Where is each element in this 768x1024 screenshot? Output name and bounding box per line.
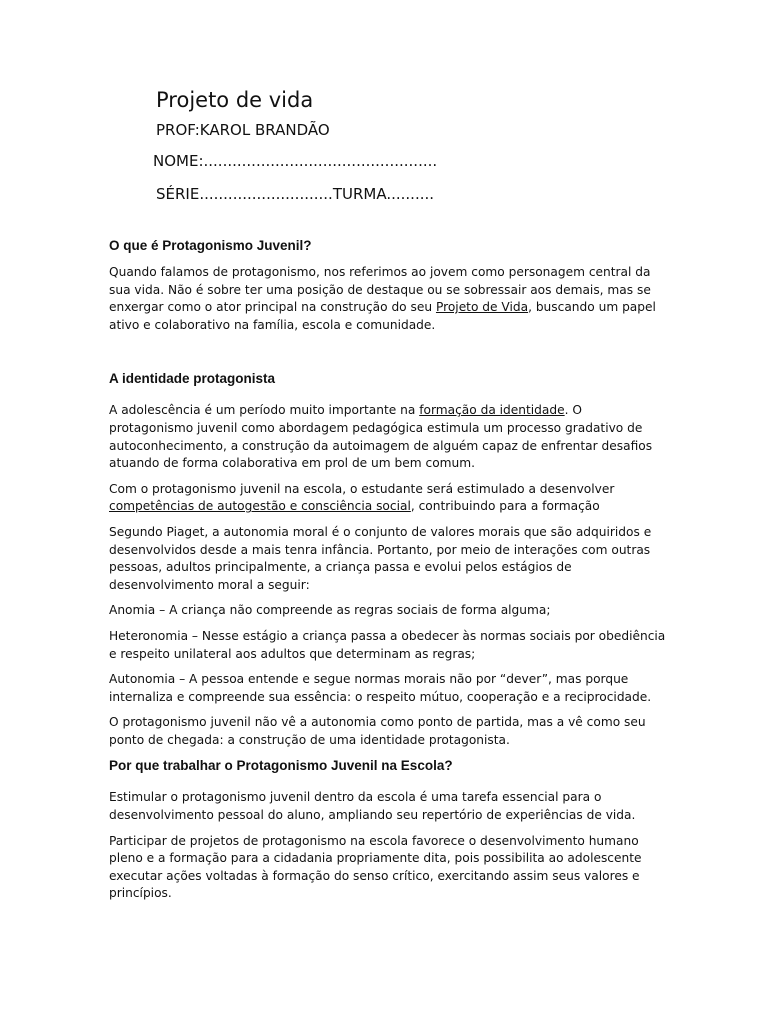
paragraph-autonomia: Autonomia – A pessoa entende e segue normas morais não por “dever”, mas porque internaliza e compreende sua essência: o respeito mútuo, cooperação e a reciprocidade. bbox=[109, 672, 652, 704]
paragraph-text: , buscando um papel ativo e colaborativo na família, escola e comunidade. bbox=[109, 300, 656, 332]
paragraph-piaget: Segundo Piaget, a autonomia moral é o conjunto de valores morais que são adquiridos e desenvolvidos desde a mais tenra infância. Portanto, por meio de interações com outras pessoas, adultos principalmente, a criança passa e evolui pelos estágios de desenvolvimento moral a seguir: bbox=[109, 524, 652, 592]
document-body bbox=[109, 234, 669, 903]
link-projeto-de-vida[interactable]: Projeto de Vida bbox=[435, 300, 529, 315]
paragraph-participate: Participar de projetos de protagonismo na escola favorece o desenvolvimento humano pleno e a formação para a cidadania propriamente dita, pois possibilita ao adolescente executar ações voltadas à formação do senso crítico, exercitando assim seus valores e princípios. bbox=[109, 833, 642, 901]
grade-class-field-line: SÉRIE............................TURMA.......... bbox=[156, 185, 435, 203]
paragraph-stimulate: Estimular o protagonismo juvenil dentro da escola é uma tarefa essencial para o desenvolvimento pessoal do aluno, ampliando seu repertório de experiências de vida. bbox=[109, 790, 636, 823]
name-field-line: NOME:................................................. bbox=[153, 152, 438, 170]
document-header bbox=[153, 86, 656, 203]
paragraph-text: Com o protagonismo juvenil na escola, o estudante será estimulado a desenvolver bbox=[109, 481, 615, 496]
paragraph-text: A adolescência é um período muito importante na bbox=[109, 403, 420, 418]
section-heading-what-is: O que é Protagonismo Juvenil? bbox=[109, 238, 312, 253]
link-competencias[interactable]: competências de autogestão e consciência social bbox=[109, 499, 411, 514]
paragraph-what-is bbox=[109, 264, 669, 334]
paragraph-anomia: Anomia – A criança não compreende as regras sociais de forma alguma; bbox=[109, 603, 551, 618]
page-title: Projeto de vida bbox=[156, 88, 314, 112]
paragraph-school-protagonism bbox=[109, 481, 669, 516]
paragraph-text: , contribuindo para a formação bbox=[410, 499, 600, 514]
section-heading-identity: A identidade protagonista bbox=[109, 371, 276, 387]
paragraph-heteronomia: Heteronomia – Nesse estágio a criança passa a obedecer às normas sociais por obediência e respeito unilateral aos adultos que determinam as regras; bbox=[109, 628, 666, 661]
paragraph-text: . O protagonismo juvenil como abordagem pedagógica estimula um processo gradativo de autoconhecimento, a construção da autoimagem de alguém capaz de enfrentar desafios atuando de forma colaborativa em prol de um bem comum. bbox=[109, 403, 653, 471]
paragraph-adolescence bbox=[109, 402, 669, 472]
paragraph-text: Quando falamos de protagonismo, nos referimos ao jovem como personagem central da sua vida. Não é sobre ter uma posição de destaque ou se sobressair aos demais, mas se enxergar como o ator principal na construção do seu bbox=[109, 265, 651, 315]
teacher-name: PROF:KAROL BRANDÃO bbox=[156, 121, 330, 139]
link-formacao-identidade[interactable]: formação da identidade bbox=[419, 403, 565, 418]
paragraph-conclusion: O protagonismo juvenil não vê a autonomia como ponto de partida, mas a vê como seu ponto de chegada: a construção de uma identidade protagonista. bbox=[109, 715, 646, 747]
section-heading-why: Por que trabalhar o Protagonismo Juvenil na Escola? bbox=[109, 758, 453, 774]
